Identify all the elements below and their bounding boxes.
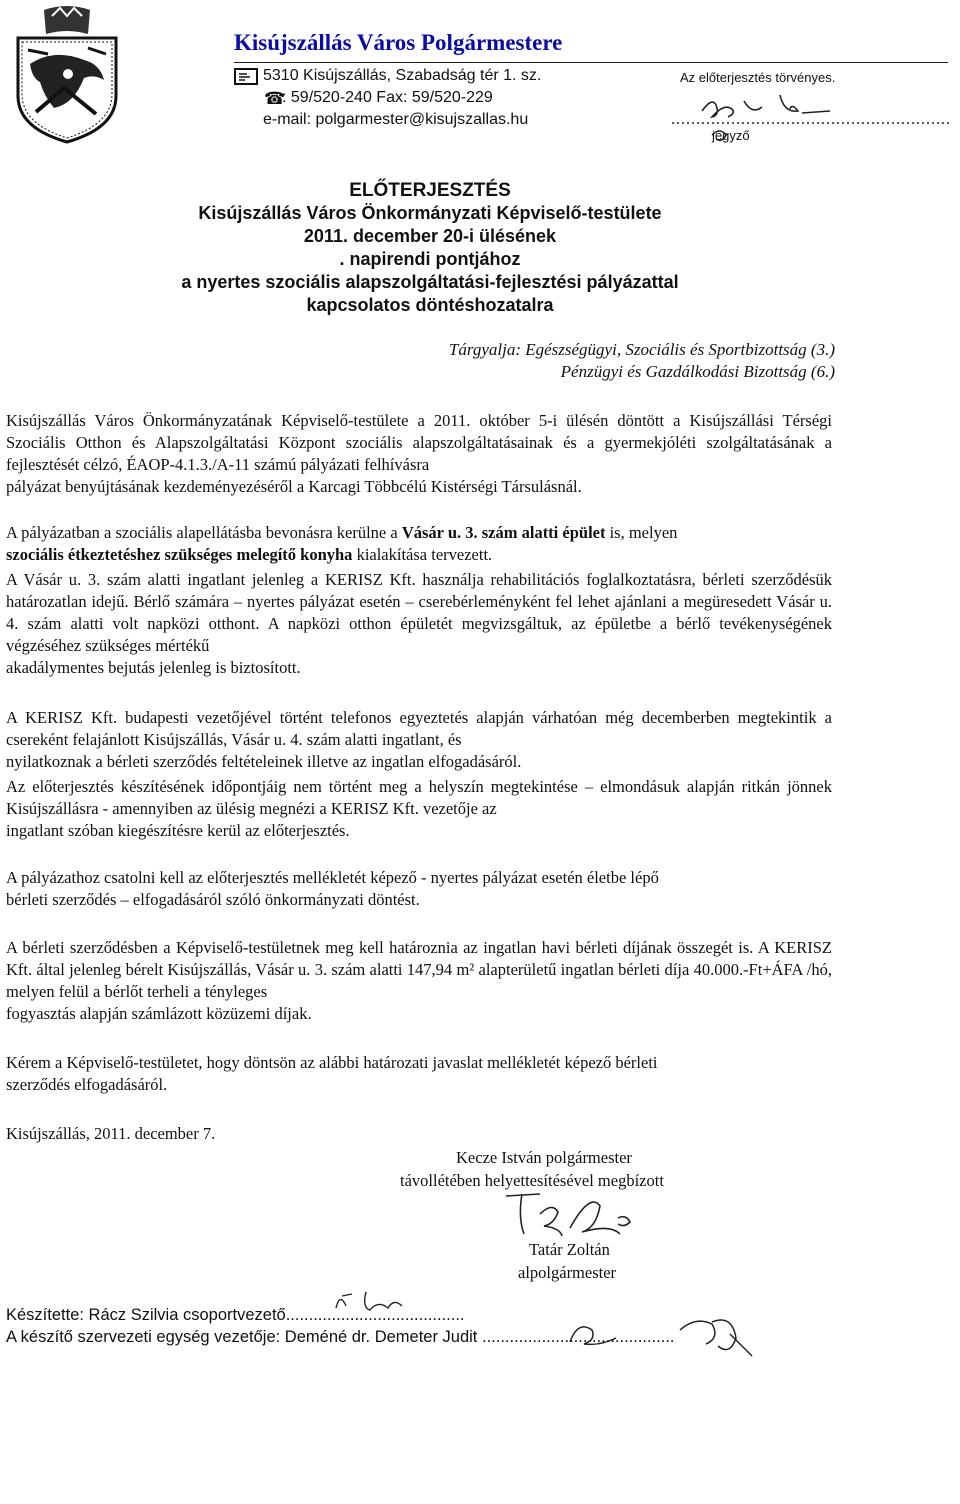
deputy-mayor-name: Tatár Zoltán — [529, 1240, 610, 1259]
paragraph-5: Az előterjesztés készítésének időpontjáig nem történt meg a helyszín megtekintése – elmondásuk alapján ritkán jönnek Kisújszállásra - amennyiben az ülésig megnézi a KERISZ Kft. vezetője az ingatlant szóban kiegészítésre kerül az előterjesztés. — [6, 777, 832, 840]
phone-icon: ☎ — [264, 89, 286, 108]
jegyzo-label: jegyző — [712, 128, 750, 143]
city-coat-of-arms — [4, 4, 130, 146]
committee-line-1: Tárgyalja: Egészségügyi, Szociális és Sportbizottság (3.) — [448, 340, 835, 359]
phone-fax-line: : 59/520-240 Fax: 59/520-229 — [282, 89, 493, 106]
document-title: Kisújszállás Város Polgármestere — [234, 30, 563, 55]
unit-head-signature — [560, 1308, 760, 1360]
address-line: 5310 Kisújszállás, Szabadság tér 1. sz. — [263, 67, 542, 84]
signatory-deputy-note: távollétében helyettesítésével megbízott — [400, 1171, 664, 1190]
paragraph-6: A pályázathoz csatolni kell az előterjesztés mellékletét képező - nyertes pályázat esetén életbe lépő bérleti szerződés – elfogadásáról szóló önkormányzati döntést. — [6, 868, 659, 909]
header-rule — [234, 62, 948, 63]
paragraph-1: Kisújszállás Város Önkormányzatának Képviselő-testülete a 2011. október 5-i ülésén döntött a Kisújszállási Térségi Szociális Otthon és Alapszolgáltatási Központ szociális alapszolgáltatásainak és a gyermekjóléti szolgáltatásának a fejlesztését célzó, ÉAOP-4.1.3./A-11 számú pályázati felhívásra pályázat benyújtásának kezdeményezéséről a Karcagi Többcélú Kistérségi Társulásnál. — [6, 411, 832, 496]
deputy-mayor-role: alpolgármester — [518, 1263, 617, 1282]
preparer-initials — [330, 1286, 460, 1316]
heading-agenda: . napirendi pontjához — [339, 249, 521, 269]
heading-session: 2011. december 20-i ülésének — [303, 226, 557, 246]
unit-head-line: A készítő szervezeti egység vezetője: Deméné dr. Demeter Judit .......................................... — [6, 1328, 675, 1346]
date-line: Kisújszállás, 2011. december 7. — [6, 1124, 216, 1143]
heading-subject-1: a nyertes szociális alapszolgáltatási-fejlesztési pályázattal — [181, 272, 679, 292]
heading-subject-2: kapcsolatos döntéshozatalra — [306, 295, 554, 315]
heading-eloterjesztes: ELŐTERJESZTÉS — [349, 180, 511, 201]
signatory-mayor: Kecze István polgármester — [456, 1148, 632, 1167]
paragraph-7: A bérleti szerződésben a Képviselő-testületnek meg kell határoznia az ingatlan havi bérleti díjának összegét is. A KERISZ Kft. által jelenleg bérelt Kisújszállás, Vásár u. 3. szám alatti 147,94 m² alapterületű ingatlan bérleti díja 40.000.-Ft+ÁFA /hó, melyen felül a bérlőt terheli a tényleges fogyasztás alapján számlázott közüzemi díjak. — [6, 938, 832, 1023]
paragraph-4: A KERISZ Kft. budapesti vezetőjével történt telefonos egyeztetés alapján várhatóan még decemberben megtekintik a csereként felajánlott Kisújszállás, Vásár u. 4. szám alatti ingatlant, és nyilatkoznak a bérleti szerződés feltételeinek illetve az ingatlan elfogadásáról. — [6, 708, 832, 771]
legal-note: Az előterjesztés törvényes. — [680, 70, 836, 85]
paragraph-8: Kérem a Képviselő-testületet, hogy döntsön az alábbi határozati javaslat mellékletét képező bérleti szerződés elfogadásáról. — [6, 1053, 658, 1094]
deputy-mayor-signature — [500, 1188, 650, 1242]
envelope-icon — [234, 68, 258, 85]
paragraph-3: A Vásár u. 3. szám alatti ingatlant jelenleg a KERISZ Kft. használja rehabilitációs foglalkoztatásra, bérleti szerződésük határozatlan idejű. Bérlő számára – nyertes pályázat esetén – cserebérleményként fel lehet ajánlani a megüresedett Vásár u. 4. szám alatti volt napközi otthont. A napközi otthon épületét megvizsgáltuk, az épületbe a bérlő tevékenységének végzéséhez szükséges mértékű akadálymentes bejutás jelenleg is biztosított. — [6, 570, 832, 677]
email-line: e-mail: polgarmester@kisujszallas.hu — [263, 111, 529, 128]
prepared-by-line: Készítette: Rácz Szilvia csoportvezető....................................... — [6, 1306, 465, 1324]
heading-body: Kisújszállás Város Önkormányzati Képviselő-testülete — [198, 203, 662, 223]
committee-line-2: Pénzügyi és Gazdálkodási Bizottság (6.) — [560, 362, 835, 381]
paragraph-2: A pályázatban a szociális alapellátásba bevonásra kerülne a Vásár u. 3. szám alatti épület is, melyen szociális étkeztetéshez szükséges melegítő konyha kialakítása tervezett. — [6, 523, 678, 564]
